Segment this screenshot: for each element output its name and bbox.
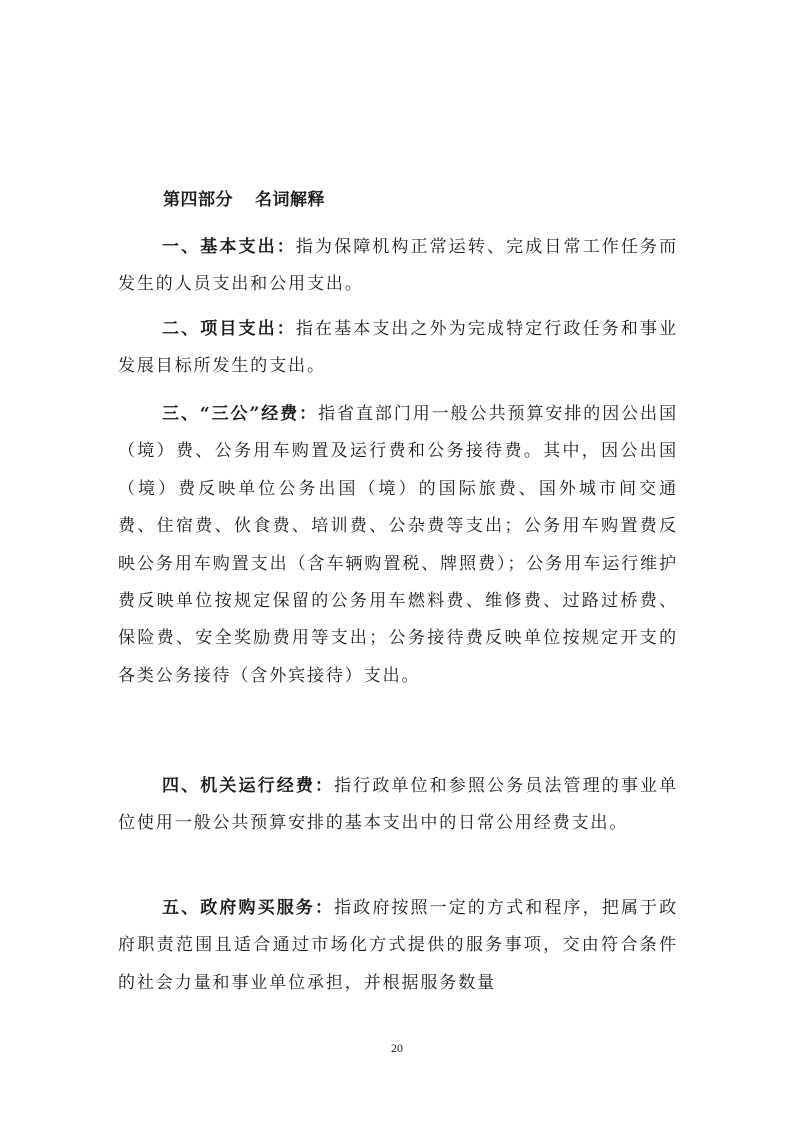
definition-basic-expenditure bbox=[118, 229, 678, 304]
page-number: 20 bbox=[391, 1041, 403, 1055]
section-part-label: 第四部分 bbox=[163, 190, 233, 210]
definition-government-procurement-services bbox=[118, 890, 678, 1002]
term-label: 二、项目支出： bbox=[162, 319, 296, 339]
section-heading bbox=[163, 188, 703, 212]
definition-text: 指政府按照一定的方式和程序，把属于政府职责范围且适合通过市场化方式提供的服务事项，交由符合条件的社会力量和事业单位承担，并根据服务数量 bbox=[118, 898, 678, 993]
term-label: 四、机关运行经费： bbox=[162, 776, 335, 796]
definition-project-expenditure bbox=[118, 311, 678, 386]
definition-text: 指省直部门用一般公共预算安排的因公出国（境）费、公务用车购置及运行费和公务接待费。其中，因公出国（境）费反映单位公务出国（境）的国际旅费、国外城市间交通费、住宿费、伙食费、培训费、公杂费等支出；公务用车购置费反映公务用车购置支出（含车辆购置税、牌照费）；公务用车运行维护费反映单位按规定保留的公务用车燃料费、维修费、过路过桥费、保险费、安全奖励费用等支出；公务接待费反映单位按规定开支的各类公务接待（含外宾接待）支出。 bbox=[118, 404, 678, 686]
term-label: 一、基本支出： bbox=[162, 237, 296, 257]
definition-text: 指为保障机构正常运转、完成日常工作任务而发生的人员支出和公用支出。 bbox=[118, 237, 678, 295]
definition-agency-operating-expenses bbox=[118, 768, 678, 843]
definition-text: 指行政单位和参照公务员法管理的事业单位使用一般公共预算安排的基本支出中的日常公用经费支出。 bbox=[118, 776, 678, 834]
section-title: 名词解释 bbox=[255, 190, 325, 210]
definition-three-public-expenses bbox=[118, 396, 678, 695]
term-label: 三、“三公”经费： bbox=[162, 404, 319, 424]
definition-text: 指在基本支出之外为完成特定行政任务和事业发展目标所发生的支出。 bbox=[118, 319, 678, 377]
term-label: 五、政府购买服务： bbox=[162, 898, 335, 918]
